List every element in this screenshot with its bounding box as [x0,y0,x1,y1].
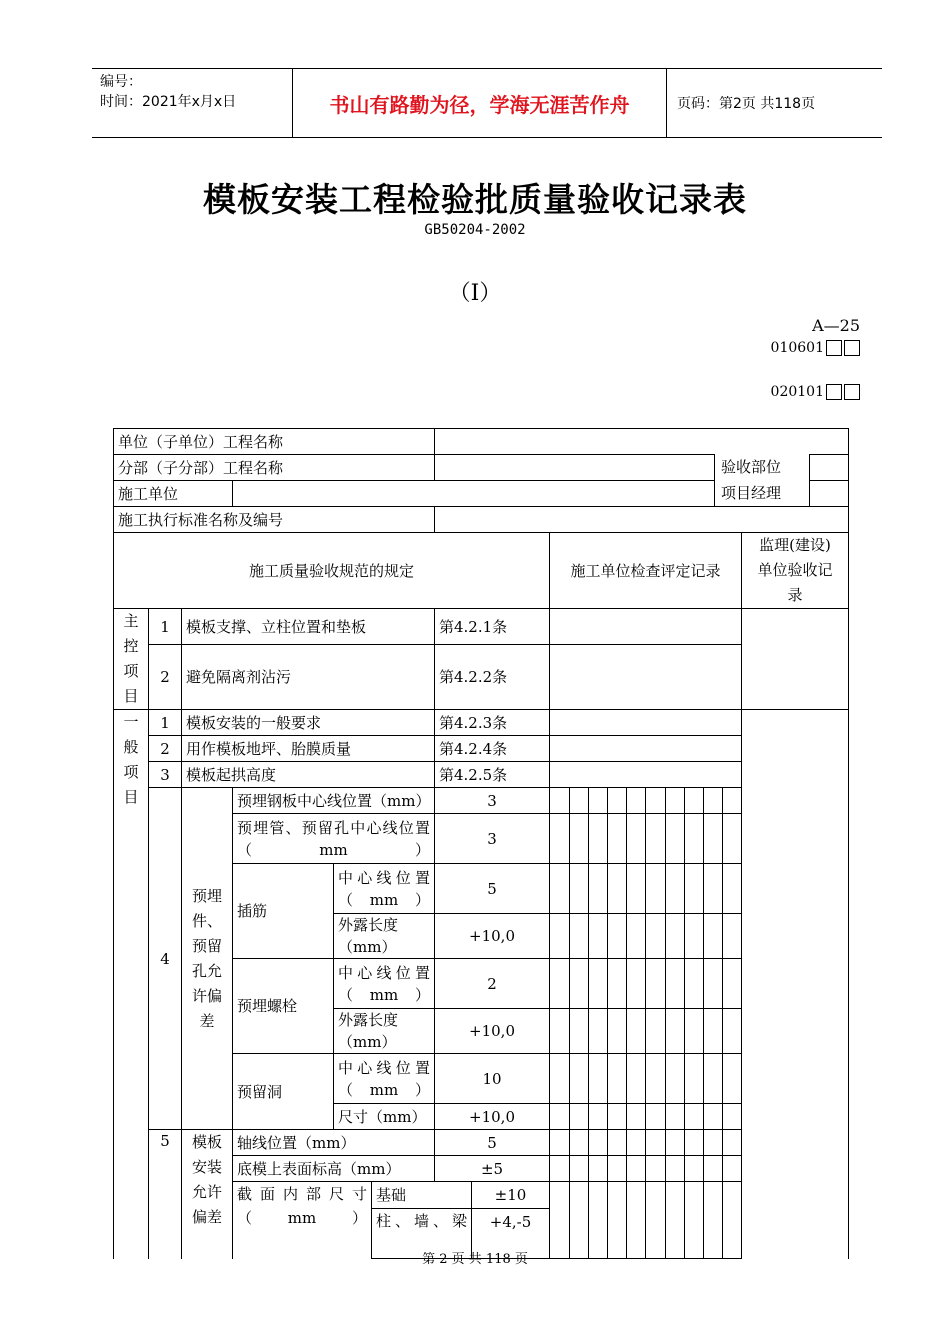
code-line-1 [771,340,860,356]
grid-cell[interactable] [589,1182,608,1259]
main-control-label: 主控项目 [114,609,149,710]
grid-cell[interactable] [723,1156,742,1182]
grid-cell[interactable] [627,1054,646,1104]
grid-cell[interactable] [550,864,570,914]
header-meta [92,69,293,137]
grid-cell[interactable] [685,1182,704,1259]
general-item-label: 一般项目 [114,710,149,1259]
grid-cell[interactable] [704,914,723,959]
grid-cell[interactable] [723,1104,742,1130]
motto: 书山有路勤为径，学海无涯苦作舟 [293,69,667,137]
grid-cell[interactable] [627,1009,646,1054]
grid-cell[interactable] [723,959,742,1009]
grid-cell[interactable] [570,788,589,814]
grid-cell[interactable] [550,1182,570,1259]
rebar-center-label: 中心线位置（mm） [334,864,435,914]
grid-cell[interactable] [589,914,608,959]
grid-cell[interactable] [666,814,685,864]
bolt-center-value: 2 [435,959,550,1009]
grid-cell[interactable] [646,1182,666,1259]
grid-cell[interactable] [723,914,742,959]
general-item-name: 模板安装的一般要求 [182,710,435,736]
check-header: 施工单位检查评定记录 [550,533,742,609]
grid-cell[interactable] [666,1054,685,1104]
grid-cell[interactable] [570,814,589,864]
supervisor-record[interactable] [742,710,849,1259]
time-label: 时间：2021年x月x日 [100,94,237,110]
hole-center-label: 中心线位置（mm） [334,1054,435,1104]
document-title: 模板安装工程检验批质量验收记录表 [203,180,747,219]
grid-cell[interactable] [666,1009,685,1054]
code-box[interactable] [844,384,860,400]
contractor-label: 施工单位 [114,481,233,507]
grid-cell[interactable] [685,1009,704,1054]
rebar-label: 插筋 [233,864,334,959]
hole-size-label: 尺寸（mm） [334,1104,435,1130]
general-item-clause: 第4.2.4条 [435,736,550,762]
main-item-no: 2 [149,645,182,710]
grid-cell[interactable] [704,788,723,814]
section-label-cell [233,1182,372,1259]
grid-cell[interactable] [685,1156,704,1182]
code-1: 010601 [770,340,824,356]
unit-project-label: 单位（子单位）工程名称 [114,429,435,455]
grid-cell[interactable] [646,788,666,814]
axis-value: 5 [435,1130,550,1156]
grid-cell[interactable] [570,1130,589,1156]
code-2: 020101 [770,384,824,400]
standard-name-label: 施工执行标准名称及编号 [114,507,435,533]
grid-cell[interactable] [589,959,608,1009]
item5-no: 5 [149,1130,182,1259]
item5-group: 模板安装允许偏差 [182,1130,233,1259]
rebar-exposed-value: +10,0 [435,914,550,959]
supervisor-header: 监理(建设)单位验收记录 [742,533,849,609]
grid-cell[interactable] [723,1130,742,1156]
grid-cell[interactable] [589,814,608,864]
standard-name-value[interactable] [435,507,849,533]
grid-cell[interactable] [685,864,704,914]
hole-size-value: +10,0 [435,1104,550,1130]
accept-part-label: 验收部位 [714,454,810,480]
form-number: A—25 [812,316,860,335]
grid-cell[interactable] [704,814,723,864]
grid-cell[interactable] [608,1130,627,1156]
grid-cell[interactable] [608,1054,627,1104]
grid-cell[interactable] [608,959,627,1009]
pipe-value: 3 [435,814,550,864]
grid-cell[interactable] [627,1156,646,1182]
grid-cell[interactable] [627,814,646,864]
grid-cell[interactable] [608,814,627,864]
grid-cell[interactable] [608,1009,627,1054]
bolt-exposed-label: 外露长度（mm） [334,1009,435,1054]
grid-cell[interactable] [704,1156,723,1182]
contractor-value[interactable] [233,481,742,507]
general-item-no: 1 [149,710,182,736]
grid-cell[interactable] [704,1104,723,1130]
check-record[interactable] [550,609,742,645]
general-item-clause: 第4.2.5条 [435,762,550,788]
page-footer: 第 2 页 共 118 页 [422,1252,528,1267]
main-item-no: 1 [149,609,182,645]
section-sub-cell [372,1182,550,1259]
grid-cell[interactable] [608,864,627,914]
grid-cell[interactable] [570,864,589,914]
grid-cell[interactable] [685,1130,704,1156]
hole-center-value: 10 [435,1054,550,1104]
sub-project-label: 分部（子分部）工程名称 [114,455,435,481]
unit-project-value[interactable] [435,429,849,455]
code-box[interactable] [844,340,860,356]
grid-cell[interactable] [666,1104,685,1130]
grid-cell[interactable] [723,814,742,864]
pipe-label: 预埋管、预留孔中心线位置（mm） [233,814,435,864]
foundation-value: ±10 [494,1186,527,1204]
grid-cell[interactable] [704,1130,723,1156]
grid-cell[interactable] [685,1054,704,1104]
bottom-value: ±5 [435,1156,550,1182]
grid-cell[interactable] [704,1182,723,1259]
grid-cell[interactable] [550,1009,570,1054]
check-record[interactable] [550,736,742,762]
bolt-exposed-value: +10,0 [435,1009,550,1054]
grid-cell[interactable] [666,788,685,814]
grid-cell[interactable] [685,1104,704,1130]
grid-cell[interactable] [646,1054,666,1104]
code-box[interactable] [826,340,842,356]
main-item-clause: 第4.2.1条 [435,609,550,645]
grid-cell[interactable] [666,1130,685,1156]
grid-cell[interactable] [685,814,704,864]
grid-cell[interactable] [608,914,627,959]
grid-cell[interactable] [570,1054,589,1104]
grid-cell[interactable] [550,1104,570,1130]
grid-cell[interactable] [589,1104,608,1130]
grid-cell[interactable] [666,1156,685,1182]
grid-cell[interactable] [627,1104,646,1130]
grid-cell[interactable] [550,959,570,1009]
foundation-label: 基础 [372,1182,472,1208]
general-item-no: 2 [149,736,182,762]
grid-cell[interactable] [646,914,666,959]
grid-cell[interactable] [627,1182,646,1259]
grid-cell[interactable] [589,1130,608,1156]
grid-cell[interactable] [550,814,570,864]
grid-cell[interactable] [685,914,704,959]
grid-cell[interactable] [550,1130,570,1156]
supervisor-record[interactable] [742,609,849,710]
grid-cell[interactable] [608,788,627,814]
check-record[interactable] [550,710,742,736]
general-item-no: 3 [149,762,182,788]
check-record[interactable] [550,645,742,710]
grid-cell[interactable] [589,788,608,814]
grid-cell[interactable] [570,914,589,959]
general-item-clause: 第4.2.3条 [435,710,550,736]
grid-cell[interactable] [627,959,646,1009]
grid-cell[interactable] [608,1104,627,1130]
grid-cell[interactable] [704,864,723,914]
page-header [92,68,882,138]
grid-cell[interactable] [608,1156,627,1182]
grid-cell[interactable] [570,1182,589,1259]
item4-group: 预埋件、预留孔允许偏差 [182,788,233,1130]
grid-cell[interactable] [627,788,646,814]
project-manager-label: 项目经理 [714,480,810,506]
grid-cell[interactable] [666,1182,685,1259]
bolt-label: 预埋螺栓 [233,959,334,1054]
code-line-2 [771,384,860,400]
grid-cell[interactable] [570,959,589,1009]
item4-no: 4 [149,788,182,1130]
page-label: 页码：第2页 共118页 [677,96,816,112]
grid-cell[interactable] [723,864,742,914]
column-value: +4,-5 [489,1213,532,1231]
inspection-table [113,428,849,1259]
code-box[interactable] [826,384,842,400]
grid-cell[interactable] [646,1009,666,1054]
grid-cell[interactable] [627,1130,646,1156]
grid-cell[interactable] [646,1156,666,1182]
grid-cell[interactable] [704,1054,723,1104]
main-item-name: 避免隔离剂沾污 [182,645,435,710]
main-item-name: 模板支撑、立柱位置和垫板 [182,609,435,645]
grid-cell[interactable] [570,1104,589,1130]
section-label: 截面内部尺寸（mm） [237,1185,367,1227]
number-label: 编号： [100,74,142,90]
hole-label: 预留洞 [233,1054,334,1130]
grid-cell[interactable] [723,1054,742,1104]
spec-header: 施工质量验收规范的规定 [114,533,550,609]
grid-cell[interactable] [627,914,646,959]
grid-cell[interactable] [723,1009,742,1054]
bottom-label: 底模上表面标高（mm） [233,1156,435,1182]
grid-cell[interactable] [685,959,704,1009]
grid-cell[interactable] [685,788,704,814]
grid-cell[interactable] [723,788,742,814]
grid-cell[interactable] [666,914,685,959]
grid-cell[interactable] [646,814,666,864]
grid-cell[interactable] [646,1104,666,1130]
grid-cell[interactable] [550,788,570,814]
grid-cell[interactable] [608,1182,627,1259]
main-item-clause: 第4.2.2条 [435,645,550,710]
grid-cell[interactable] [704,1009,723,1054]
column-label: 柱、墙、梁 [372,1209,472,1258]
grid-cell[interactable] [550,1156,570,1182]
grid-cell[interactable] [589,864,608,914]
grid-cell[interactable] [550,914,570,959]
grid-cell[interactable] [646,1130,666,1156]
grid-cell[interactable] [646,959,666,1009]
grid-cell[interactable] [627,864,646,914]
general-item-name: 模板起拱高度 [182,762,435,788]
grid-cell[interactable] [723,1182,742,1259]
section-number: （Ⅰ） [448,281,502,306]
standard-code: GB50204-2002 [424,222,526,238]
grid-cell[interactable] [666,959,685,1009]
grid-cell[interactable] [666,864,685,914]
check-record[interactable] [550,762,742,788]
general-item-name: 用作模板地坪、胎膜质量 [182,736,435,762]
rebar-center-value: 5 [435,864,550,914]
steel-plate-label: 预埋钢板中心线位置（mm） [233,788,435,814]
steel-plate-value: 3 [435,788,550,814]
bolt-center-label: 中心线位置（mm） [334,959,435,1009]
grid-cell[interactable] [589,1009,608,1054]
grid-cell[interactable] [704,959,723,1009]
grid-cell[interactable] [570,1009,589,1054]
grid-cell[interactable] [589,1156,608,1182]
sub-project-value[interactable] [435,455,742,481]
grid-cell[interactable] [589,1054,608,1104]
axis-label: 轴线位置（mm） [233,1130,435,1156]
grid-cell[interactable] [550,1054,570,1104]
grid-cell[interactable] [646,864,666,914]
grid-cell[interactable] [570,1156,589,1182]
rebar-exposed-label: 外露长度（mm） [334,914,435,959]
